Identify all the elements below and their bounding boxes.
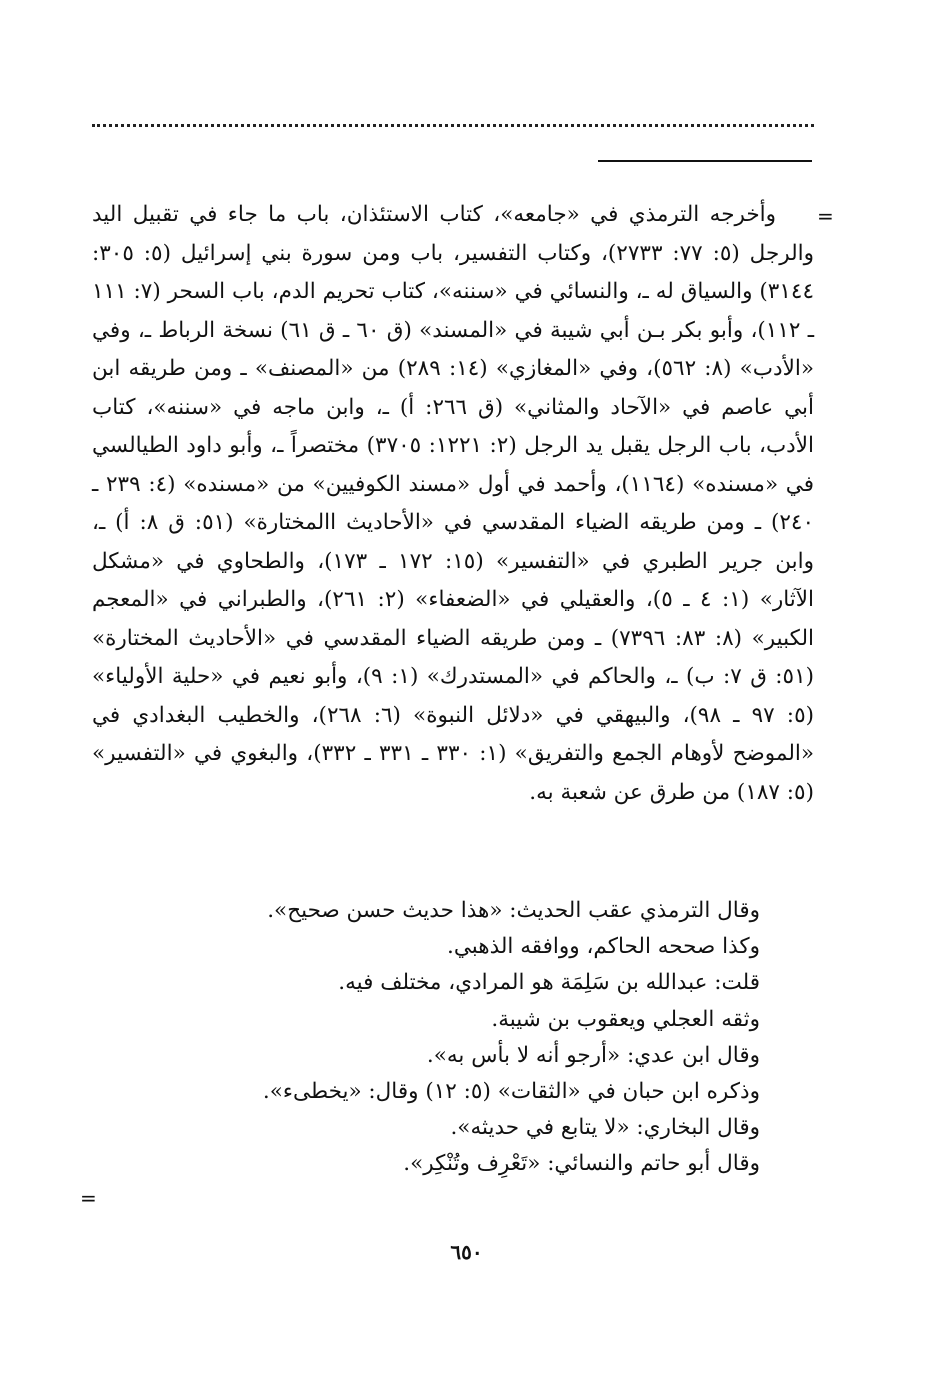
note-line: وذكره ابن حبان في «الثقات» (٥: ١٢) وقال: «يخطىء».: [262, 1079, 760, 1105]
note-line: وقال ابن عدي: «أرجو أنه لا بأس به».: [426, 1042, 760, 1068]
continuation-mark-top: =: [817, 204, 834, 228]
page-number: ٦٥٠: [450, 1240, 483, 1264]
dotted-separator: [92, 124, 814, 127]
footnote-text: وأخرجه الترمذي في «جامعه»، كتاب الاستئذان، باب ما جاء في تقبيل اليد والرجل (٥: ٧٧: ٢٧٣٣)، وكتاب التفسير، باب ومن سورة بني إسرائيل (٥: ٣٠٥: ٣١٤٤) والسياق له ـ، والنسائي في «سننه»، كتاب تحريم الدم، باب السحر (٧: ١١١ ـ ١١٢)، وأبو بكر بـن أبي شيبة في «المسند» (ق ٦٠ ـ ق ٦١) نسخة الرباط ـ، وفي «الأدب» (٨: ٥٦٢)، وفي «المغازي» (١٤: ٢٨٩) من «المصنف» ـ ومن طريقه ابن أبي عاصم في «الآحاد والمثاني» (ق ٢٦٦: أ) ـ، وابن ماجه في «سننه»، كتاب الأدب، باب الرجل يقبل يد الرجل (٢: ١٢٢١: ٣٧٠٥) مختصراً ـ، وأبو داود الطيالسي في «مسنده» (١١٦٤)، وأحمد في أول «مسند الكوفيين» من «مسنده» (٤: ٢٣٩ ـ ٢٤٠) ـ ومن طريقه الضياء المقدسي في «الأحاديث االمختارة» (٥١: ق ٨: أ) ـ، وابن جرير الطبري في «التفسير» (١٥: ١٧٢ ـ ١٧٣)، والطحاوي في «مشكل الآثار» (١: ٤ ـ ٥)، والعقيلي في «الضعفاء» (٢: ٢٦١)، والطبراني في «المعجم الكبير» (٨: ٨٣: ٧٣٩٦) ـ ومن طريقه الضياء المقدسي في «الأحاديث المختارة» (٥١: ق ٧: ب) ـ، والحاكم في «المستدرك» (١: ٩)، وأبو نعيم في «حلية الأولياء» (٥: ٩٧ ـ ٩٨)، والبيهقي في «دلائل النبوة» (٦: ٢٦٨)، والخطيب البغدادي في «الموضح لأوهام الجمع والتفريق» (١: ٣٣٠ ـ ٣٣١ ـ ٣٣٢)، والبغوي في «التفسير» (٥: ١٨٧) من طرق عن شعبة به.: [92, 202, 815, 805]
commentary-notes-list: [140, 893, 760, 1183]
footnote-paragraph: [92, 196, 814, 812]
note-line: وقال أبو حاتم والنسائي: «تَعْرِف وتُنْكِر».: [403, 1151, 760, 1177]
footnote-separator-line: [598, 160, 812, 162]
continuation-mark-bottom: =: [80, 1186, 97, 1210]
note-line: قلت: عبدالله بن سَلِمَة هو المرادي، مختلف فيه.: [338, 970, 760, 996]
note-line: وثقه العجلي ويعقوب بن شيبة.: [491, 1006, 760, 1032]
note-line: وكذا صححه الحاكم، ووافقه الذهبي.: [447, 934, 760, 960]
note-line: وقال الترمذي عقب الحديث: «هذا حديث حسن صحيح».: [267, 898, 760, 923]
note-line: وقال البخاري: «لا يتابع في حديثه».: [450, 1115, 760, 1141]
